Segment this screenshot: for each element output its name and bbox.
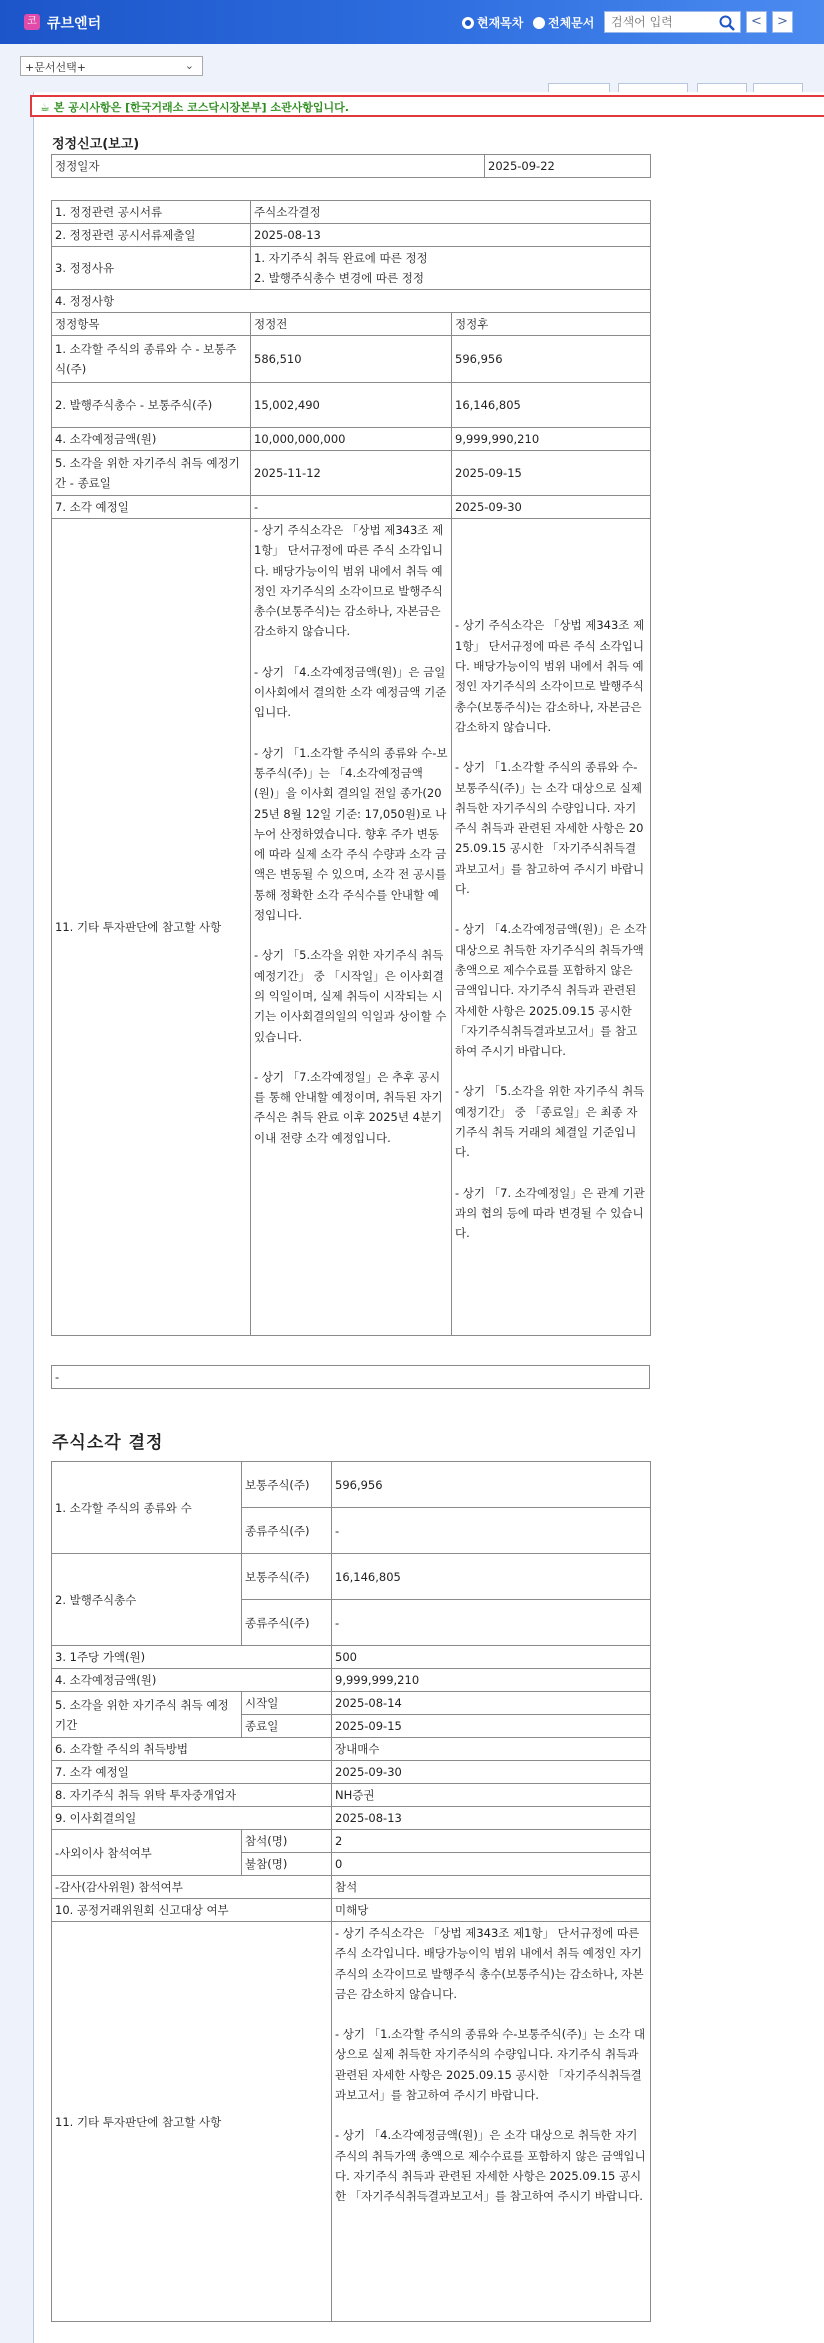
- item-after: 2025-09-15: [452, 451, 651, 496]
- sub-label: 시작일: [242, 1692, 332, 1715]
- item-label: 4. 소각예정금액(원): [52, 428, 251, 451]
- decision-table: [51, 1461, 651, 2322]
- item-after: 9,999,990,210: [452, 428, 651, 451]
- document-select-value: +문서선택+: [25, 61, 86, 74]
- remarks-value: -: [52, 1366, 650, 1389]
- radio-current-label: 현재목차: [477, 16, 524, 30]
- note-paragraph: - 상기 「4.소각예정금액(원)」은 소각 대상으로 취득한 자기주식의 취득가액 총액으로 제수수료를 포함하지 않은 금액입니다. 자기주식 취득과 관련된 자세한 사항은 2025.09.15 공시한 「자기주식취득결과보고서」를 참고하여 주시기 바랍니다.: [455, 922, 647, 1059]
- note-paragraph: - 상기 주식소각은 「상법 제343조 제1항」 단서규정에 따른 주식 소각입니다. 배당가능이익 범위 내에서 취득 예정인 자기주식의 소각이므로 발행주식 총수(보통주식)는 감소하나, 자본금은 감소하지 않습니다.: [335, 1926, 644, 2001]
- row-value: NH증권: [332, 1784, 651, 1807]
- row-value: 장내매수: [332, 1738, 651, 1761]
- item-before: 10,000,000,000: [251, 428, 452, 451]
- row-label: 6. 소각할 주식의 취득방법: [52, 1738, 332, 1761]
- radio-unselected-icon[interactable]: [533, 17, 545, 29]
- row-value: 500: [332, 1646, 651, 1669]
- row-value: 2025-08-13: [251, 224, 651, 247]
- note-spacer: [254, 723, 448, 743]
- document-select[interactable]: [20, 56, 203, 76]
- col-header: 정정후: [452, 313, 651, 336]
- note-paragraph: - 상기 주식소각은 「상법 제343조 제1항」 단서규정에 따른 주식 소각입니다. 배당가능이익 범위 내에서 취득 예정인 자기주식의 소각이므로 발행주식 총수(보통주식)는 감소하나, 자본금은 감소하지 않습니다.: [455, 618, 645, 734]
- decision-title: 주식소각 결정: [52, 1433, 164, 1453]
- item-label: 1. 소각할 주식의 종류와 수 - 보통주식(주): [52, 336, 251, 383]
- row-value: 참석: [332, 1876, 651, 1899]
- notice-check-icon: ☕: [40, 101, 54, 114]
- note-paragraph: - 상기 「1.소각할 주식의 종류와 수-보통주식(주)」는 「4.소각예정금액(원)」을 이사회 결의일 전일 종가(2025년 8월 12일 기준: 17,050원)로 나누어 산정하였습니다. 향후 주가 변동에 따라 실제 소각 주식 수량과 소각 금액은 변동될 수 있으며, 소각 전 공시를 통해 정확한 소각 주식수를 안내할 예정입니다.: [254, 745, 448, 923]
- row-label: 2. 정정관련 공시서류제출일: [52, 224, 251, 247]
- row-label: 4. 소각예정금액(원): [52, 1669, 332, 1692]
- note-spacer: [455, 899, 647, 919]
- row-value: 2025-08-13: [332, 1807, 651, 1830]
- sub-label: 참석(명): [242, 1830, 332, 1853]
- row-label: 2. 발행주식총수: [52, 1554, 242, 1646]
- company-logo-icon: 코: [24, 14, 40, 30]
- item-before: 2025-11-12: [251, 451, 452, 496]
- note-paragraph: - 상기 「1.소각할 주식의 종류와 수-보통주식(주)」는 소각 대상으로 실제 취득한 자기주식의 수량입니다. 자기주식 취득과 관련된 자세한 사항은 2025.09.15 공시한 「자기주식취득결과보고서」를 참고하여 주시기 바랍니다.: [455, 760, 645, 897]
- item-label: 7. 소각 예정일: [52, 496, 251, 519]
- note-spacer: [455, 1061, 647, 1081]
- notice-text: 본 공시사항은 [한국거래소 코스닥시장본부] 소관사항입니다.: [53, 101, 349, 114]
- sub-label: 종류주식(주): [242, 1508, 332, 1554]
- sub-label: 보통주식(주): [242, 1462, 332, 1508]
- sub-label: 불참(명): [242, 1853, 332, 1876]
- item11-after: [452, 519, 651, 1336]
- row-value: -: [332, 1600, 651, 1646]
- reason-line: 2. 발행주식총수 변경에 따른 정정: [254, 271, 425, 285]
- remarks-box: [51, 1365, 650, 1389]
- radio-selected-icon[interactable]: [462, 17, 474, 29]
- row-value: 0: [332, 1853, 651, 1876]
- prev-button[interactable]: <: [746, 11, 767, 33]
- row-label: 4. 정정사항: [52, 290, 651, 313]
- row-label: 9. 이사회결의일: [52, 1807, 332, 1830]
- note-spacer: [254, 925, 448, 945]
- row-label: 1. 정정관련 공시서류: [52, 201, 251, 224]
- note-paragraph: - 상기 「7.소각예정일」은 추후 공시를 통해 안내할 예정이며, 취득된 자기주식은 취득 완료 이후 2025년 4분기 이내 전량 소각 예정입니다.: [254, 1069, 443, 1145]
- correction-title: 정정신고(보고): [52, 137, 140, 152]
- sub-label: 종료일: [242, 1715, 332, 1738]
- item-after: 16,146,805: [452, 383, 651, 428]
- note-spacer: [335, 2105, 647, 2125]
- search-icon[interactable]: [718, 14, 736, 32]
- radio-all-docs[interactable]: [533, 14, 594, 31]
- row-value: 16,146,805: [332, 1554, 651, 1600]
- sub-label: 종류주식(주): [242, 1600, 332, 1646]
- sub-label: 보통주식(주): [242, 1554, 332, 1600]
- row-label: 8. 자기주식 취득 위탁 투자중개업자: [52, 1784, 332, 1807]
- col-header: 정정전: [251, 313, 452, 336]
- col-header: 정정항목: [52, 313, 251, 336]
- note-spacer: [335, 2004, 647, 2024]
- note-paragraph: - 상기 「7. 소각예정일」은 관계 기관과의 협의 등에 따라 변경될 수 있습니다.: [455, 1185, 645, 1241]
- note-paragraph: - 상기 「4.소각예정금액(원)」은 금일 이사회에서 결의한 소각 예정금액 기준입니다.: [254, 664, 447, 720]
- correction-date-table: [51, 154, 651, 178]
- item-label: 2. 발행주식총수 - 보통주식(주): [52, 383, 251, 428]
- note-paragraph: - 상기 「5.소각을 위한 자기주식 취득 예정기간」 중 「종료일」은 최종 자기주식 취득 거래의 체결일 기준입니다.: [455, 1084, 645, 1160]
- note-paragraph: - 상기 「4.소각예정금액(원)」은 소각 대상으로 취득한 자기주식의 취득가액 총액으로 제수수료를 포함하지 않은 금액입니다. 자기주식 취득과 관련된 자세한 사항은 2025.09.15 공시한 「자기주식취득결과보고서」를 참고하여 주시기 바랍니다.: [335, 2128, 646, 2204]
- row-label: 10. 공정거래위원회 신고대상 여부: [52, 1899, 332, 1922]
- note-spacer: [254, 1047, 448, 1067]
- jurisdiction-notice: [30, 95, 824, 117]
- item-before: -: [251, 496, 452, 519]
- reason-line: 1. 자기주식 취득 완료에 따른 정정: [254, 251, 428, 265]
- note-paragraph: - 상기 「5.소각을 위한 자기주식 취득 예정기간」 중 「시작일」은 이사회결의 익일이며, 실제 취득이 시작되는 시기는 이사회결의일의 익일과 상이할 수 있습니다.: [254, 948, 447, 1044]
- row-value: 9,999,999,210: [332, 1669, 651, 1692]
- chevron-down-icon: ⌄: [184, 59, 194, 72]
- note-paragraph: - 상기 「1.소각할 주식의 종류와 수-보통주식(주)」는 소각 대상으로 실제 취득한 자기주식의 수량입니다. 자기주식 취득과 관련된 자세한 사항은 2025.09.15 공시한 「자기주식취득결과보고서」를 참고하여 주시기 바랍니다.: [335, 2027, 646, 2103]
- top-bar: [0, 0, 824, 44]
- note-paragraph: - 상기 주식소각은 「상법 제343조 제1항」 단서규정에 따른 주식 소각입니다. 배당가능이익 범위 내에서 취득 예정인 자기주식의 소각이므로 발행주식 총수(보통주식)는 감소하나, 자본금은 감소하지 않습니다.: [254, 523, 444, 639]
- row-label: 11. 기타 투자판단에 참고할 사항: [52, 1922, 332, 2322]
- date-value: 2025-09-22: [485, 155, 651, 178]
- row-value: 2025-09-15: [332, 1715, 651, 1738]
- item-label: 5. 소각을 위한 자기주식 취득 예정기간 - 종료일: [52, 451, 251, 496]
- note-spacer: [455, 737, 647, 757]
- note-spacer: [455, 1163, 647, 1183]
- row-value: 596,956: [332, 1462, 651, 1508]
- row-value: [251, 247, 651, 290]
- item-before: 15,002,490: [251, 383, 452, 428]
- radio-all-label: 전체문서: [548, 16, 595, 30]
- row-label: -감사(감사위원) 참석여부: [52, 1876, 332, 1899]
- date-label: 정정일자: [52, 155, 485, 178]
- row-label: 3. 정정사유: [52, 247, 251, 290]
- row-value: [332, 1922, 651, 2322]
- row-label: 5. 소각을 위한 자기주식 취득 예정기간: [52, 1692, 242, 1738]
- item-label: 11. 기타 투자판단에 참고할 사항: [52, 519, 251, 1336]
- row-value: 미해당: [332, 1899, 651, 1922]
- row-value: 2: [332, 1830, 651, 1853]
- row-value: 2025-09-30: [332, 1761, 651, 1784]
- row-value: -: [332, 1508, 651, 1554]
- row-value: 주식소각결정: [251, 201, 651, 224]
- search-input[interactable]: [605, 12, 715, 32]
- company-name: 큐브엔터: [47, 16, 102, 32]
- radio-current-toc[interactable]: [462, 14, 523, 31]
- correction-table: [51, 200, 651, 1336]
- note-spacer: [254, 642, 448, 662]
- item-before: 586,510: [251, 336, 452, 383]
- row-label: -사외이사 참석여부: [52, 1830, 242, 1876]
- row-label: 1. 소각할 주식의 종류와 수: [52, 1462, 242, 1554]
- row-value: 2025-08-14: [332, 1692, 651, 1715]
- row-label: 3. 1주당 가액(원): [52, 1646, 332, 1669]
- next-button[interactable]: >: [772, 11, 793, 33]
- item-after: 596,956: [452, 336, 651, 383]
- search-box: [604, 11, 741, 33]
- item11-before: [251, 519, 452, 1336]
- row-label: 7. 소각 예정일: [52, 1761, 332, 1784]
- item-after: 2025-09-30: [452, 496, 651, 519]
